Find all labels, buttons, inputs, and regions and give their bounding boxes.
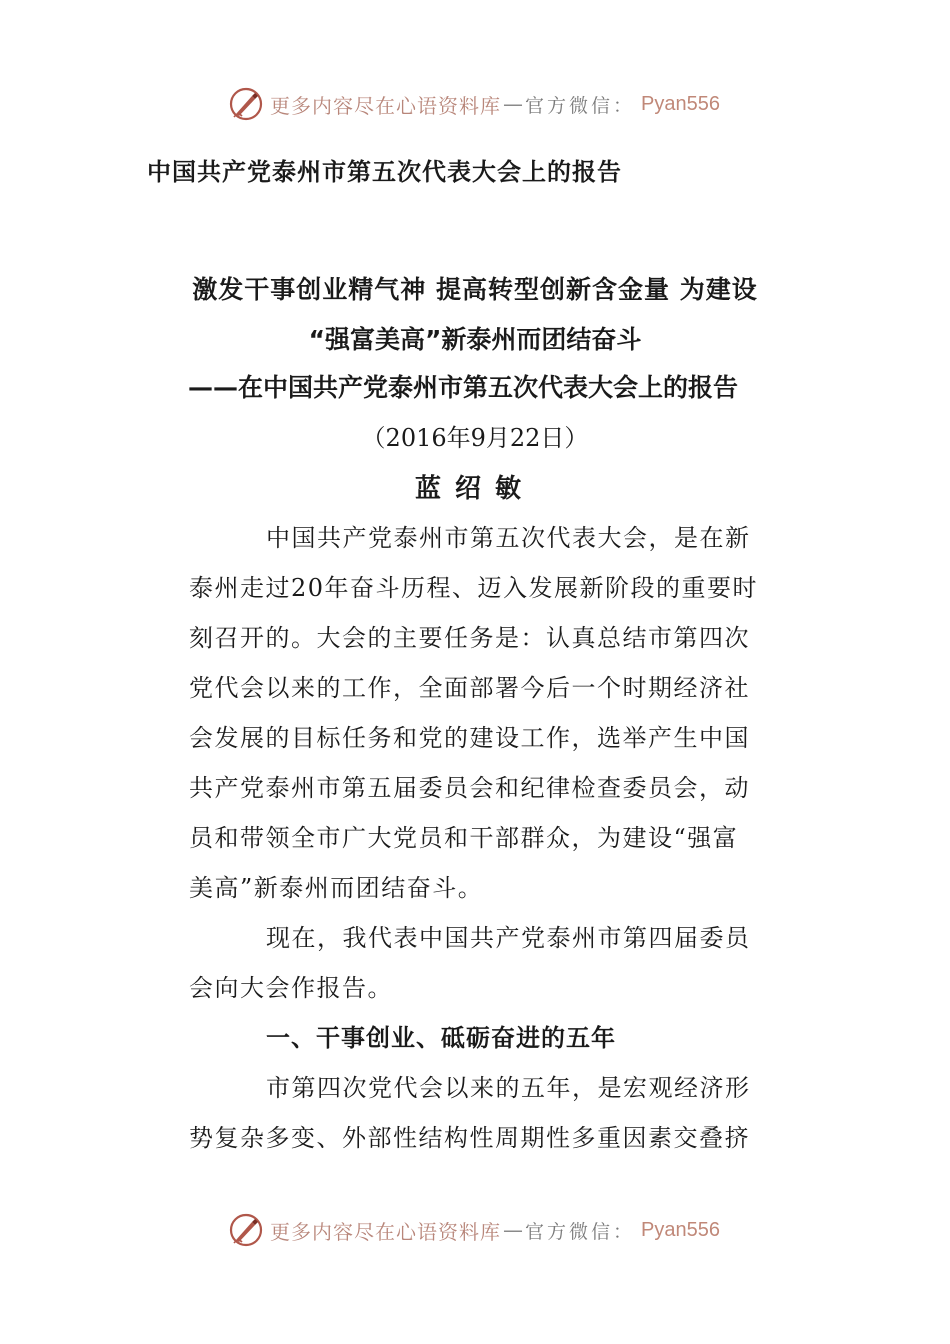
report-title-line-1: 激发干事创业精气神 提高转型创新含金量 为建设 [192, 275, 758, 304]
watermark-separator: — [503, 92, 523, 116]
watermark-separator: — [503, 1218, 523, 1242]
watermark-wechat-label: 官方微信： [525, 1220, 636, 1243]
watermark-brand: 更多内容尽在心语资料库 [270, 93, 501, 118]
body-line: 刻召开的。大会的主要任务是：认真总结市第四次 [189, 624, 750, 652]
report-date: （2016年9月22日） [361, 424, 589, 452]
body-line: 泰州走过20年奋斗历程、迈入发展新阶段的重要时 [189, 574, 759, 602]
body-line: 美高”新泰州而团结奋斗。 [189, 874, 484, 902]
body-line: 会发展的目标任务和党的建设工作，选举产生中国 [189, 724, 750, 752]
report-author: 蓝绍敏 [414, 474, 535, 504]
body-line: 势复杂多变、外部性结构性周期性多重因素交叠挤 [189, 1124, 750, 1152]
body-line: 会向大会作报告。 [189, 974, 393, 1002]
watermark-wechat-id: Pyan556 [641, 1218, 720, 1241]
body-line: 员和带领全市广大党员和干部群众，为建设“强富 [189, 824, 739, 852]
body-line: 市第四次党代会以来的五年，是宏观经济形 [266, 1074, 751, 1102]
watermark-top [228, 84, 720, 124]
watermark-wechat-label: 官方微信： [525, 94, 636, 117]
pen-logo-icon [228, 86, 264, 122]
body-line: 党代会以来的工作，全面部署今后一个时期经济社 [189, 674, 750, 702]
watermark-bottom [228, 1210, 720, 1250]
pen-logo-icon [228, 1212, 264, 1248]
section-heading: 一、干事创业、砥砺奋进的五年 [266, 1024, 616, 1052]
watermark-wechat-id: Pyan556 [641, 92, 720, 115]
report-subtitle: ——在中国共产党泰州市第五次代表大会上的报告 [188, 373, 739, 402]
body-line: 现在，我代表中国共产党泰州市第四届委员 [266, 924, 751, 952]
body-line: 共产党泰州市第五届委员会和纪律检查委员会，动 [189, 774, 750, 802]
report-title-line-2: “强富美高”新泰州而团结奋斗 [308, 325, 642, 354]
watermark-brand: 更多内容尽在心语资料库 [270, 1219, 501, 1244]
body-line: 中国共产党泰州市第五次代表大会，是在新 [266, 524, 751, 552]
document-heading: 中国共产党泰州市第五次代表大会上的报告 [147, 158, 622, 186]
